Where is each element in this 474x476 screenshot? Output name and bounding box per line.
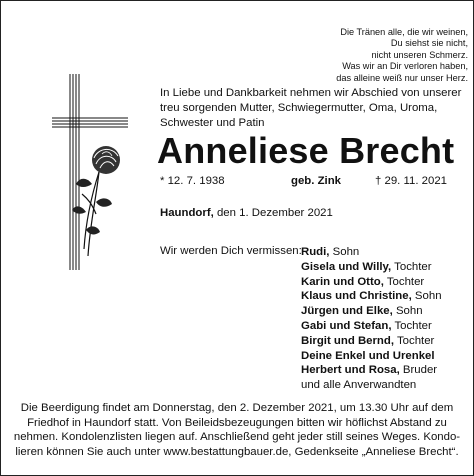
date: den 1. Dezember 2021 bbox=[213, 207, 333, 219]
mourner-entry: und alle Anverwandten bbox=[301, 379, 417, 392]
footer-line: Die Beerdigung findet am Donnerstag, den 2. Dezember 2021, um 13.30 Uhr auf dem bbox=[20, 402, 454, 414]
mourner-entry: Gisela und Willy, Tochter bbox=[301, 260, 432, 273]
mourner-entry: Birgit und Bernd, Tochter bbox=[301, 334, 435, 347]
mourner-entry: Gabi und Stefan, Tochter bbox=[301, 319, 432, 332]
death-date: † 29. 11. 2021 bbox=[375, 175, 447, 187]
mourners-heading: Wir werden Dich vermissen: bbox=[160, 245, 302, 257]
intro-text bbox=[160, 86, 461, 130]
mourner-entry: Klaus und Christine, Sohn bbox=[301, 290, 442, 303]
mourner-entry: Jürgen und Elke, Sohn bbox=[301, 305, 423, 318]
poem bbox=[300, 27, 468, 84]
funeral-info bbox=[0, 401, 474, 459]
intro-line: In Liebe und Dankbarkeit nehmen wir Abschied von unserer bbox=[160, 87, 462, 99]
cross-with-rose-icon bbox=[52, 74, 142, 294]
place-date bbox=[160, 207, 333, 219]
mourner-entry: Herbert und Rosa, Bruder bbox=[301, 364, 438, 377]
footer-line: lieren können Sie auch unter www.bestattungbauer.de, Gedenkseite „Anneliese Brecht“. bbox=[15, 445, 459, 458]
mourners-list bbox=[301, 245, 442, 393]
maiden-name: geb. Zink bbox=[291, 175, 341, 187]
poem-line: Du siehst sie nicht, bbox=[390, 38, 468, 49]
birth-date: * 12. 7. 1938 bbox=[160, 175, 225, 187]
poem-line: nicht unseren Schmerz. bbox=[371, 49, 468, 60]
poem-line: Die Tränen alle, die wir weinen, bbox=[340, 27, 468, 37]
poem-line: das alleine weiß nur unser Herz. bbox=[336, 72, 468, 83]
intro-line: Schwester und Patin bbox=[160, 116, 265, 129]
footer-line: Friedhof in Haundorf statt. Von Beileidsbezeugungen bitten wir höflichst Abstand zu bbox=[27, 416, 447, 429]
mourner-entry: Rudi, Sohn bbox=[301, 246, 360, 258]
place: Haundorf, bbox=[160, 207, 214, 219]
mourner-entry: Karin und Otto, Tochter bbox=[301, 275, 425, 288]
poem-line: Was wir an Dir verloren haben, bbox=[342, 61, 468, 72]
footer-line: nehmen. Kondolenzlisten liegen auf. Anschließend geht jeder still seines Weges. Kondo- bbox=[13, 431, 461, 444]
deceased-name: Anneliese Brecht bbox=[157, 130, 455, 171]
mourner-entry: Deine Enkel und Urenkel bbox=[301, 349, 435, 362]
intro-line: treu sorgenden Mutter, Schwiegermutter, Oma, Uroma, bbox=[160, 101, 438, 114]
